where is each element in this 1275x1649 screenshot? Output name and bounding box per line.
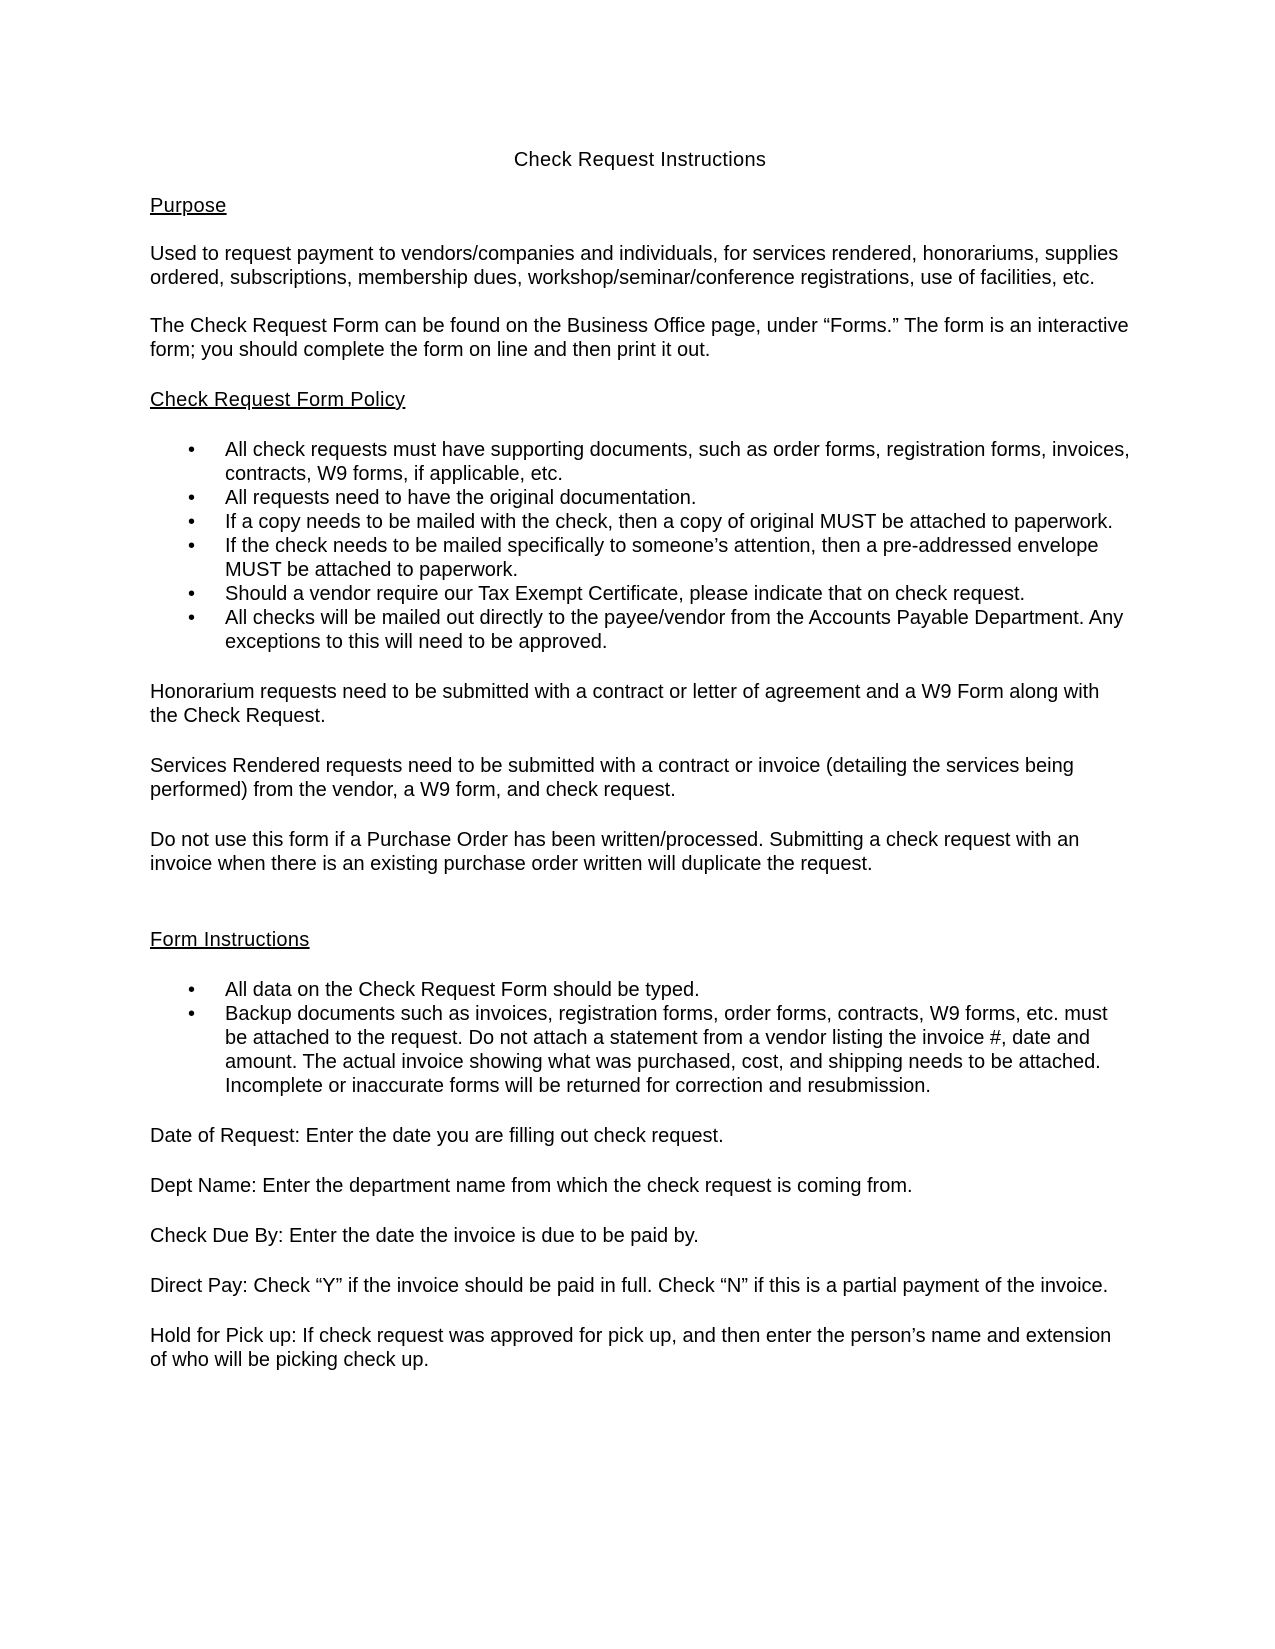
purpose-paragraph-1: Used to request payment to vendors/companies and individuals, for services rendered, honorariums, supplies ordered, subscriptions, membership dues, workshop/seminar/conference registrations, use of facilities, etc. <box>150 243 1119 289</box>
honorarium-paragraph: Honorarium requests need to be submitted with a contract or letter of agreement and a W9 Form along with the Check Request. <box>150 681 1100 727</box>
instructions-list <box>150 978 1130 1098</box>
direct-pay-paragraph: Direct Pay: Check “Y” if the invoice should be paid in full. Check “N” if this is a partial payment of the invoice. <box>150 1275 1109 1297</box>
dept-name-paragraph: Dept Name: Enter the department name from which the check request is coming from. <box>150 1175 913 1197</box>
purpose-heading: Purpose <box>150 195 227 217</box>
date-of-request-paragraph: Date of Request: Enter the date you are filling out check request. <box>150 1125 724 1147</box>
instructions-heading: Form Instructions <box>150 929 310 951</box>
instructions-item: • Backup documents such as invoices, registration forms, order forms, contracts, W9 forms, etc. must be attached to the request. Do not attach a statement from a vendor listing the invoice #, date and amount. The actual invoice showing what was purchased, cost, and shipping needs to be attached. Incomplete or inaccurate forms will be returned for correction and resubmission. <box>150 1002 1130 1098</box>
hold-for-pickup-paragraph: Hold for Pick up: If check request was approved for pick up, and then enter the person’s name and extension of who will be picking check up. <box>150 1325 1112 1371</box>
check-due-by-paragraph: Check Due By: Enter the date the invoice is due to be paid by. <box>150 1225 699 1247</box>
document-page <box>150 148 1130 1372</box>
policy-heading: Check Request Form Policy <box>150 389 406 411</box>
purchase-order-paragraph: Do not use this form if a Purchase Order has been written/processed. Submitting a check request with an invoice when there is an existing purchase order written will duplicate the request. <box>150 829 1080 875</box>
services-paragraph: Services Rendered requests need to be submitted with a contract or invoice (detailing the services being performed) from the vendor, a W9 form, and check request. <box>150 755 1074 801</box>
page-title: Check Request Instructions <box>513 149 767 171</box>
policy-item: • All check requests must have supporting documents, such as order forms, registration forms, invoices, contracts, W9 forms, if applicable, etc. <box>150 438 1130 486</box>
policy-item: • If the check needs to be mailed specifically to someone’s attention, then a pre-addressed envelope MUST be attached to paperwork. <box>150 534 1130 582</box>
policy-item: • All requests need to have the original documentation. <box>150 486 1130 510</box>
purpose-paragraph-2: The Check Request Form can be found on the Business Office page, under “Forms.” The form is an interactive form; you should complete the form on line and then print it out. <box>150 315 1129 361</box>
policy-list <box>150 438 1130 654</box>
instructions-item: • All data on the Check Request Form should be typed. <box>150 978 1130 1002</box>
policy-item: • All checks will be mailed out directly to the payee/vendor from the Accounts Payable Department. Any exceptions to this will need to be approved. <box>150 606 1130 654</box>
policy-item: • Should a vendor require our Tax Exempt Certificate, please indicate that on check request. <box>150 582 1130 606</box>
policy-item: • If a copy needs to be mailed with the check, then a copy of original MUST be attached to paperwork. <box>150 510 1130 534</box>
